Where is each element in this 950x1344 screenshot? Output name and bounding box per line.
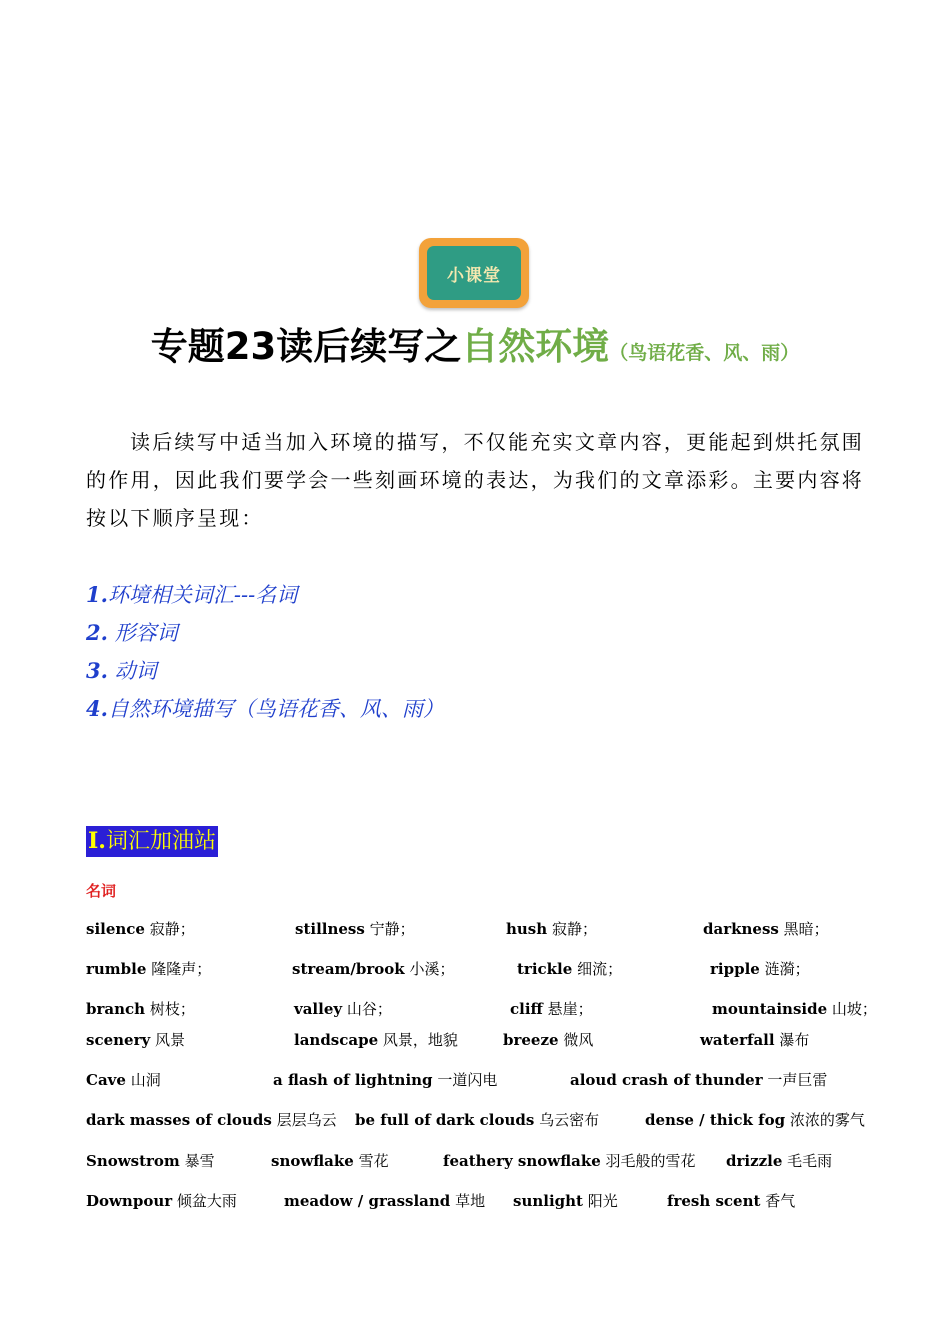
vocab-en: aloud crash of thunder bbox=[570, 1071, 763, 1089]
vocab-item bbox=[86, 1069, 161, 1091]
vocab-item bbox=[645, 1109, 865, 1131]
vocab-zh: 乌云密布 bbox=[539, 1111, 600, 1129]
title-highlight: 自然环境 bbox=[461, 325, 610, 368]
vocab-item bbox=[700, 1029, 809, 1051]
vocab-row bbox=[0, 1069, 950, 1093]
vocab-zh: 黑暗； bbox=[783, 920, 829, 938]
toc-item-text: 动词 bbox=[107, 659, 157, 683]
vocab-en: drizzle bbox=[726, 1152, 783, 1170]
vocab-item bbox=[273, 1069, 497, 1091]
vocab-en: mountainside bbox=[712, 1000, 828, 1018]
vocab-item bbox=[86, 1109, 337, 1131]
vocab-item bbox=[667, 1190, 795, 1212]
section-heading bbox=[86, 826, 218, 857]
vocab-en: Cave bbox=[86, 1071, 126, 1089]
vocab-en: breeze bbox=[503, 1031, 559, 1049]
vocab-zh: 树枝； bbox=[149, 1000, 195, 1018]
vocab-row bbox=[0, 958, 950, 982]
vocab-item bbox=[86, 998, 195, 1020]
vocab-en: branch bbox=[86, 1000, 146, 1018]
vocab-item bbox=[292, 958, 454, 980]
vocab-en: scenery bbox=[86, 1031, 151, 1049]
toc-item bbox=[86, 614, 444, 652]
vocab-en: Snowstrom bbox=[86, 1152, 180, 1170]
toc-item-number: 1. bbox=[86, 582, 108, 607]
vocab-item bbox=[703, 918, 829, 940]
vocab-en: stream/brook bbox=[292, 960, 405, 978]
vocab-en: dark masses of clouds bbox=[86, 1111, 272, 1129]
vocab-zh: 风景，地貌 bbox=[382, 1031, 458, 1049]
vocab-item bbox=[570, 1069, 827, 1091]
vocab-item bbox=[295, 918, 415, 940]
vocab-item bbox=[355, 1109, 599, 1131]
vocab-item bbox=[710, 958, 810, 980]
vocab-zh: 暴雪 bbox=[184, 1152, 215, 1170]
vocab-item bbox=[271, 1150, 389, 1172]
vocab-item bbox=[506, 918, 597, 940]
vocab-en: sunlight bbox=[513, 1192, 583, 1210]
vocab-en: trickle bbox=[517, 960, 573, 978]
vocab-en: feathery snowflake bbox=[443, 1152, 601, 1170]
vocab-item bbox=[86, 1029, 185, 1051]
vocab-zh: 浓浓的雾气 bbox=[789, 1111, 865, 1129]
vocab-en: darkness bbox=[703, 920, 779, 938]
toc-item-text: 自然环境描写（鸟语花香、风、雨） bbox=[107, 697, 444, 721]
category-label: 名词 bbox=[86, 882, 117, 900]
vocab-item bbox=[712, 998, 877, 1020]
vocab-item bbox=[86, 1190, 237, 1212]
vocab-zh: 山坡； bbox=[831, 1000, 877, 1018]
vocab-en: ripple bbox=[710, 960, 760, 978]
vocab-en: cliff bbox=[510, 1000, 543, 1018]
vocab-en: landscape bbox=[294, 1031, 379, 1049]
vocab-zh: 层层乌云 bbox=[276, 1111, 337, 1129]
vocab-en: waterfall bbox=[700, 1031, 775, 1049]
vocab-item bbox=[294, 1029, 458, 1051]
vocab-en: meadow / grassland bbox=[284, 1192, 451, 1210]
table-of-contents bbox=[86, 576, 444, 728]
vocab-zh: 倾盆大雨 bbox=[176, 1192, 237, 1210]
lesson-logo-text: 小课堂 bbox=[447, 265, 501, 286]
lesson-logo bbox=[419, 238, 529, 308]
vocab-zh: 小溪； bbox=[409, 960, 455, 978]
vocab-item bbox=[510, 998, 593, 1020]
toc-item-number: 4. bbox=[86, 696, 108, 721]
toc-item bbox=[86, 652, 444, 690]
vocab-item bbox=[294, 998, 392, 1020]
vocab-zh: 寂静； bbox=[149, 920, 195, 938]
vocab-zh: 微风 bbox=[563, 1031, 594, 1049]
vocab-zh: 涟漪； bbox=[764, 960, 810, 978]
toc-item-number: 3. bbox=[86, 658, 108, 683]
toc-item-text: 形容词 bbox=[107, 621, 178, 645]
vocab-zh: 山谷； bbox=[346, 1000, 392, 1018]
section-title: 词汇加油站 bbox=[105, 829, 216, 854]
vocab-item bbox=[284, 1190, 485, 1212]
vocab-item bbox=[86, 1150, 215, 1172]
vocab-en: hush bbox=[506, 920, 548, 938]
vocab-en: snowflake bbox=[271, 1152, 354, 1170]
vocab-en: dense / thick fog bbox=[645, 1111, 786, 1129]
title-subtitle: （鸟语花香、风、雨） bbox=[609, 342, 800, 364]
vocab-zh: 一道闪电 bbox=[437, 1071, 498, 1089]
vocab-item bbox=[443, 1150, 696, 1172]
vocab-zh: 山洞 bbox=[130, 1071, 161, 1089]
vocab-zh: 草地 bbox=[455, 1192, 486, 1210]
vocab-item bbox=[86, 918, 195, 940]
vocab-zh: 一声巨雷 bbox=[767, 1071, 828, 1089]
vocab-zh: 细流； bbox=[577, 960, 623, 978]
vocab-zh: 悬崖； bbox=[547, 1000, 593, 1018]
vocab-zh: 雪花 bbox=[358, 1152, 389, 1170]
vocab-item bbox=[86, 958, 211, 980]
vocab-row bbox=[0, 1029, 950, 1053]
lesson-logo-board bbox=[427, 246, 521, 300]
vocab-en: rumble bbox=[86, 960, 147, 978]
vocab-zh: 宁静； bbox=[369, 920, 415, 938]
vocab-zh: 阳光 bbox=[587, 1192, 618, 1210]
vocab-row bbox=[0, 1150, 950, 1174]
vocab-zh: 瀑布 bbox=[779, 1031, 810, 1049]
intro-paragraph: 读后续写中适当加入环境的描写，不仅能充实文章内容，更能起到烘托氛围的作用，因此我们要学会一些刻画环境的表达，为我们的文章添彩。主要内容将按以下顺序呈现： bbox=[86, 430, 864, 530]
vocab-item bbox=[726, 1150, 832, 1172]
toc-item-text: 环境相关词汇---名词 bbox=[107, 583, 298, 607]
section-number: I. bbox=[88, 828, 106, 854]
title-main: 专题23读后续写之 bbox=[150, 325, 462, 368]
vocab-row bbox=[0, 918, 950, 942]
vocab-item bbox=[503, 1029, 593, 1051]
vocab-item bbox=[517, 958, 622, 980]
vocab-zh: 隆隆声； bbox=[151, 960, 212, 978]
vocab-row bbox=[0, 1109, 950, 1133]
toc-item bbox=[86, 576, 444, 614]
toc-item bbox=[86, 690, 444, 728]
vocab-zh: 寂静； bbox=[551, 920, 597, 938]
vocab-en: Downpour bbox=[86, 1192, 173, 1210]
vocab-en: a flash of lightning bbox=[273, 1071, 433, 1089]
vocab-zh: 香气 bbox=[765, 1192, 796, 1210]
page-title bbox=[0, 322, 950, 378]
vocab-en: silence bbox=[86, 920, 145, 938]
vocab-row bbox=[0, 1190, 950, 1214]
vocab-en: be full of dark clouds bbox=[355, 1111, 535, 1129]
vocab-en: stillness bbox=[295, 920, 365, 938]
vocab-zh: 风景 bbox=[154, 1031, 185, 1049]
vocab-item bbox=[513, 1190, 618, 1212]
vocab-en: fresh scent bbox=[667, 1192, 761, 1210]
vocab-en: valley bbox=[294, 1000, 343, 1018]
toc-item-number: 2. bbox=[86, 620, 108, 645]
vocab-row bbox=[0, 998, 950, 1022]
vocab-zh: 毛毛雨 bbox=[787, 1152, 833, 1170]
vocab-zh: 羽毛般的雪花 bbox=[605, 1152, 696, 1170]
